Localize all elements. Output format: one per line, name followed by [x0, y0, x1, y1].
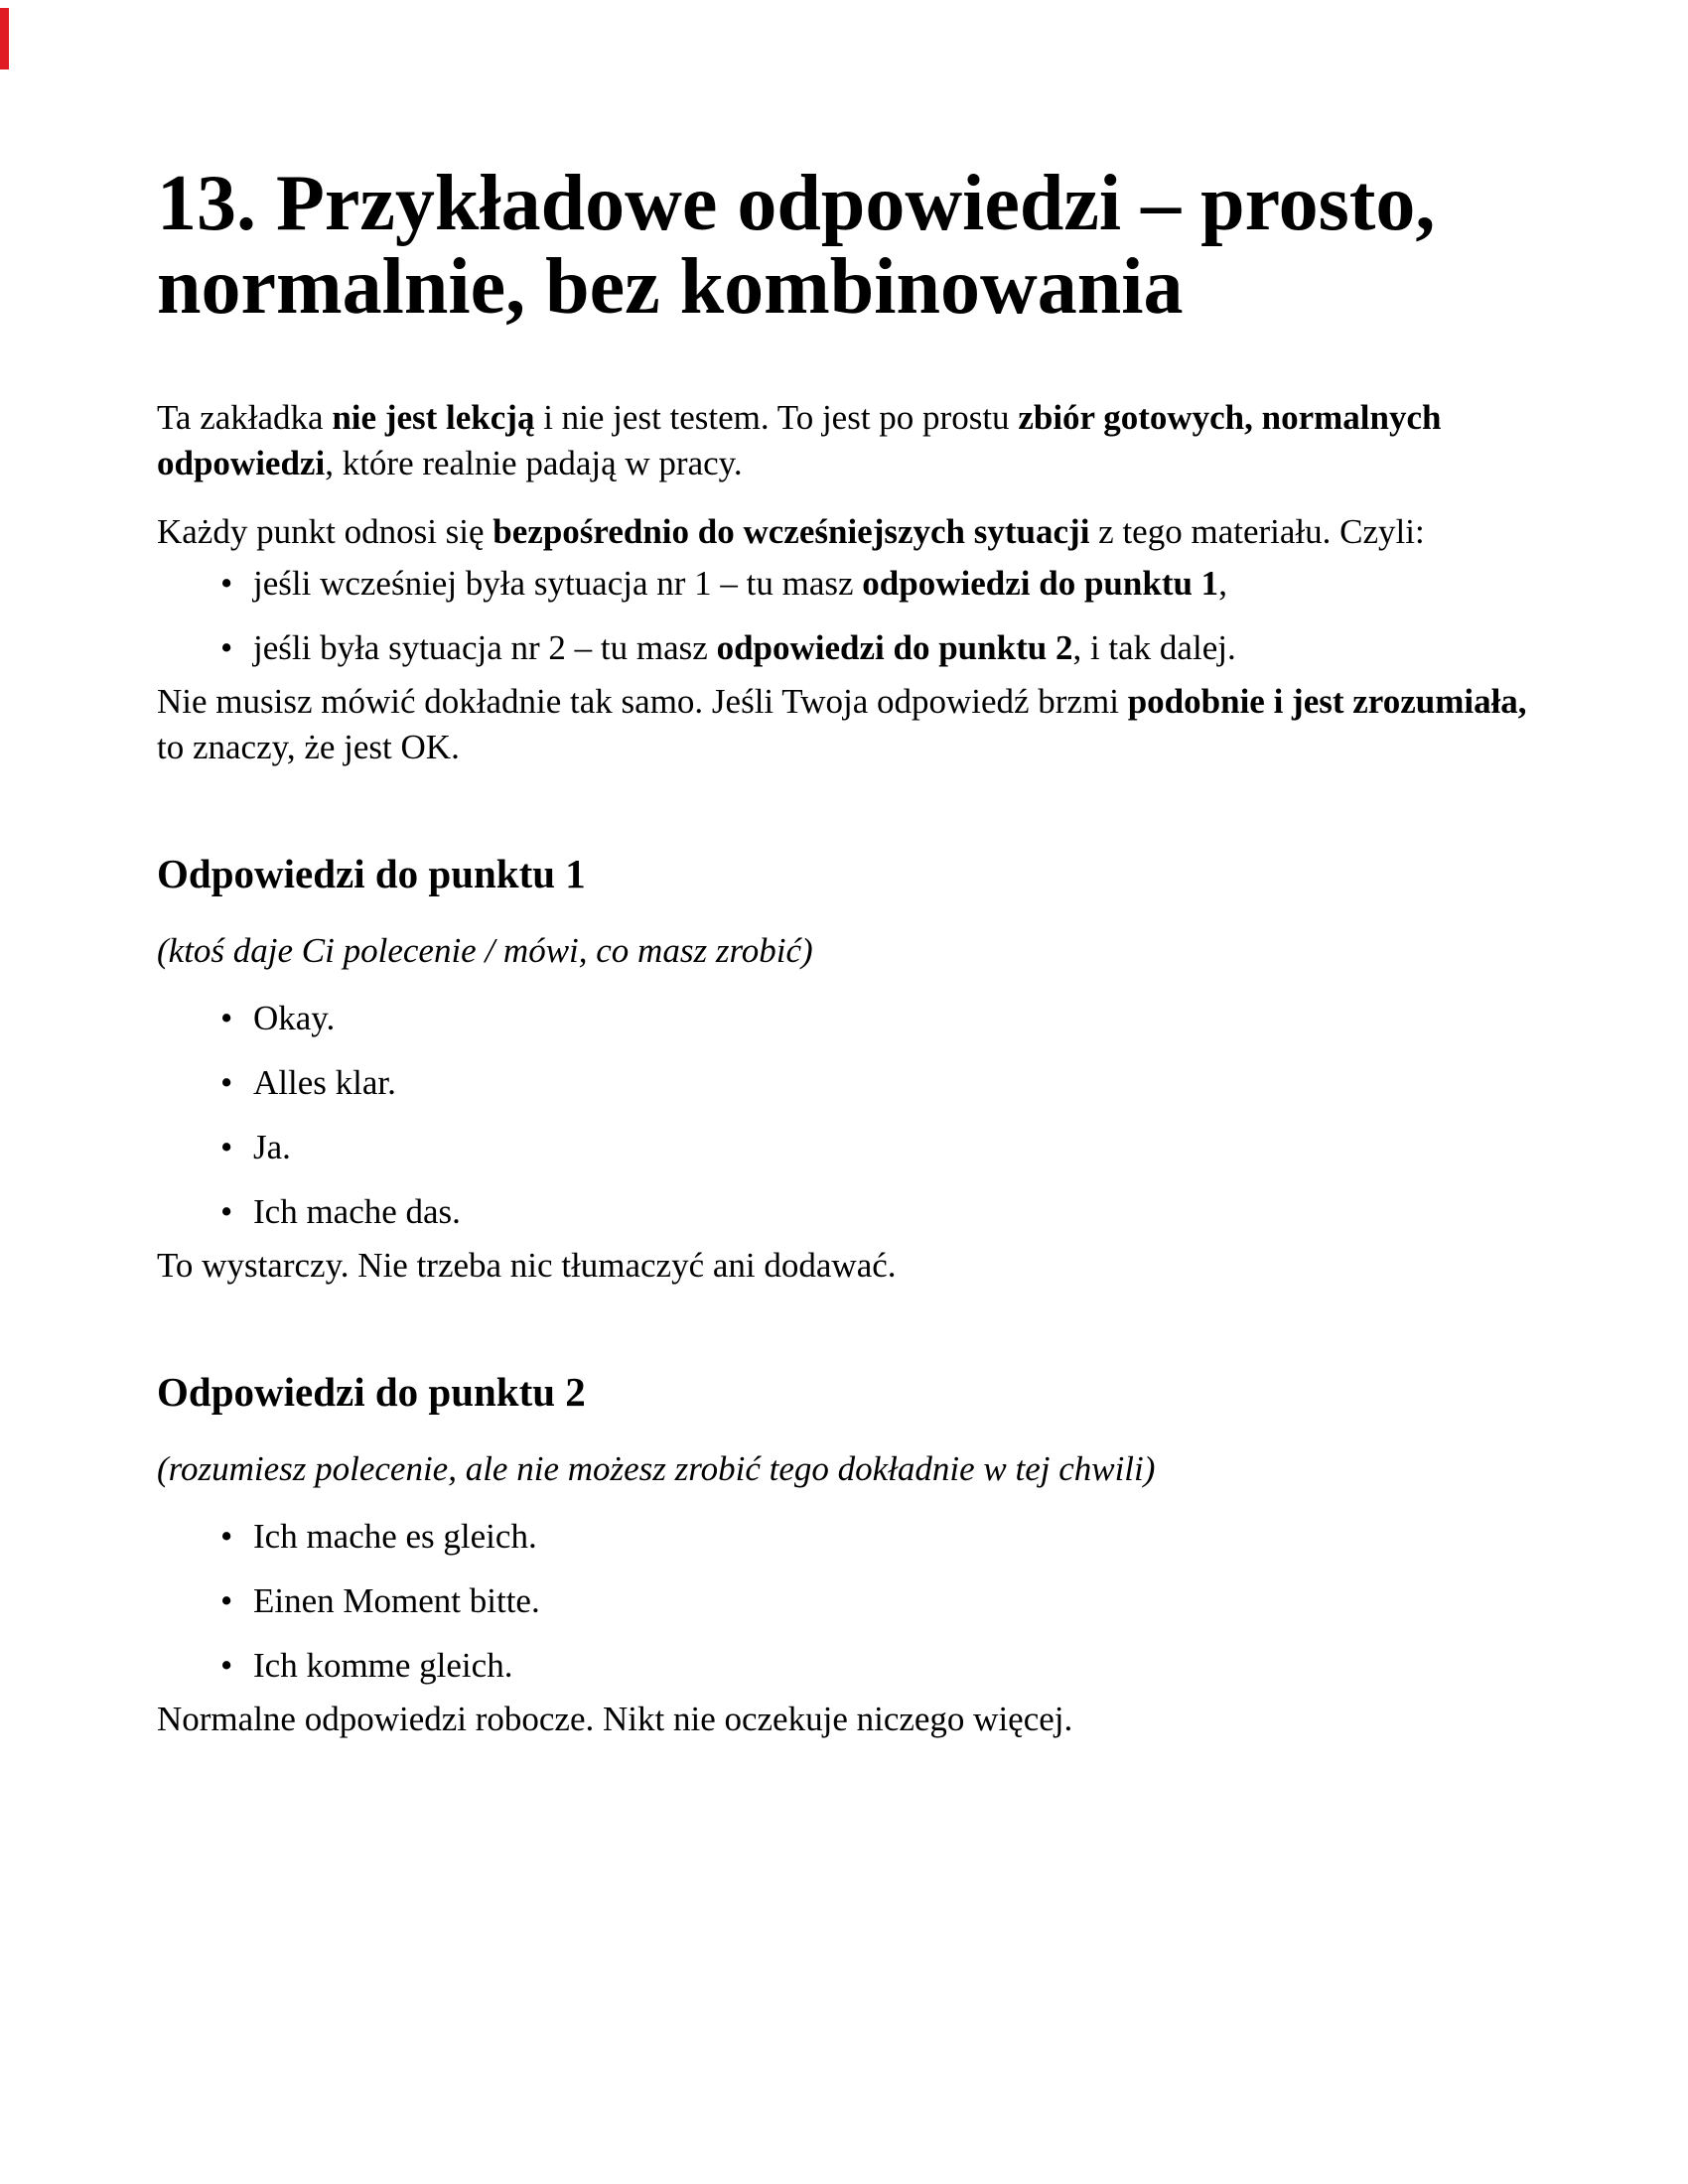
bullet-icon: •	[220, 999, 233, 1037]
bullet-icon: •	[220, 564, 233, 603]
bullet-icon: •	[220, 628, 233, 667]
section-2-answer-list	[157, 1514, 1537, 1689]
bullet-icon: •	[220, 1063, 233, 1102]
section-1-subtitle: (ktoś daje Ci polecenie / mówi, co masz zrobić)	[157, 931, 813, 970]
bullet-icon: •	[220, 1517, 233, 1556]
list-item-text: Alles klar.	[253, 1063, 396, 1102]
list-item	[220, 1189, 1537, 1235]
list-item	[220, 1643, 1537, 1689]
bullet-icon: •	[220, 1192, 233, 1231]
list-item	[220, 625, 1537, 671]
list-item-text: Ich mache das.	[253, 1192, 461, 1231]
section-1-heading: Odpowiedzi do punktu 1	[157, 851, 586, 896]
list-item	[220, 996, 1537, 1041]
page-title: 13. Przykładowe odpowiedzi – prosto, normalnie, bez kombinowania	[157, 160, 1436, 331]
bullet-icon: •	[220, 1581, 233, 1620]
intro-paragraph-1: Ta zakładka nie jest lekcją i nie jest testem. To jest po prostu zbiór gotowych, normalnych odpowiedzi, które realnie padają w pracy.	[157, 398, 1442, 482]
list-item	[220, 1060, 1537, 1106]
corner-red-mark	[0, 8, 9, 69]
section-2-note: Normalne odpowiedzi robocze. Nikt nie oczekuje niczego więcej.	[157, 1700, 1073, 1738]
list-item-text: Ja.	[253, 1128, 291, 1166]
section-1-answer-list	[157, 996, 1537, 1235]
list-item-text: Einen Moment bitte.	[253, 1581, 540, 1620]
list-item-text: jeśli była sytuacja nr 2 – tu masz odpowiedzi do punktu 2, i tak dalej.	[253, 628, 1236, 667]
intro-paragraph-3: Nie musisz mówić dokładnie tak samo. Jeśli Twoja odpowiedź brzmi podobnie i jest zrozumiała, to znaczy, że jest OK.	[157, 682, 1527, 766]
list-item-text: jeśli wcześniej była sytuacja nr 1 – tu masz odpowiedzi do punktu 1,	[253, 564, 1227, 603]
section-2-heading: Odpowiedzi do punktu 2	[157, 1369, 586, 1415]
list-item-text: Okay.	[253, 999, 336, 1037]
intro-bullet-list	[157, 561, 1537, 671]
section-1-note: To wystarczy. Nie trzeba nic tłumaczyć ani dodawać.	[157, 1246, 897, 1285]
section-2-subtitle: (rozumiesz polecenie, ale nie możesz zrobić tego dokładnie w tej chwili)	[157, 1449, 1156, 1488]
list-item	[220, 1578, 1537, 1624]
list-item	[220, 1125, 1537, 1170]
list-item-text: Ich mache es gleich.	[253, 1517, 537, 1556]
list-item-text: Ich komme gleich.	[253, 1646, 513, 1685]
intro-paragraph-2: Każdy punkt odnosi się bezpośrednio do wcześniejszych sytuacji z tego materiału. Czyli:	[157, 512, 1425, 551]
list-item	[220, 1514, 1537, 1560]
list-item	[220, 561, 1537, 607]
bullet-icon: •	[220, 1128, 233, 1166]
bullet-icon: •	[220, 1646, 233, 1685]
